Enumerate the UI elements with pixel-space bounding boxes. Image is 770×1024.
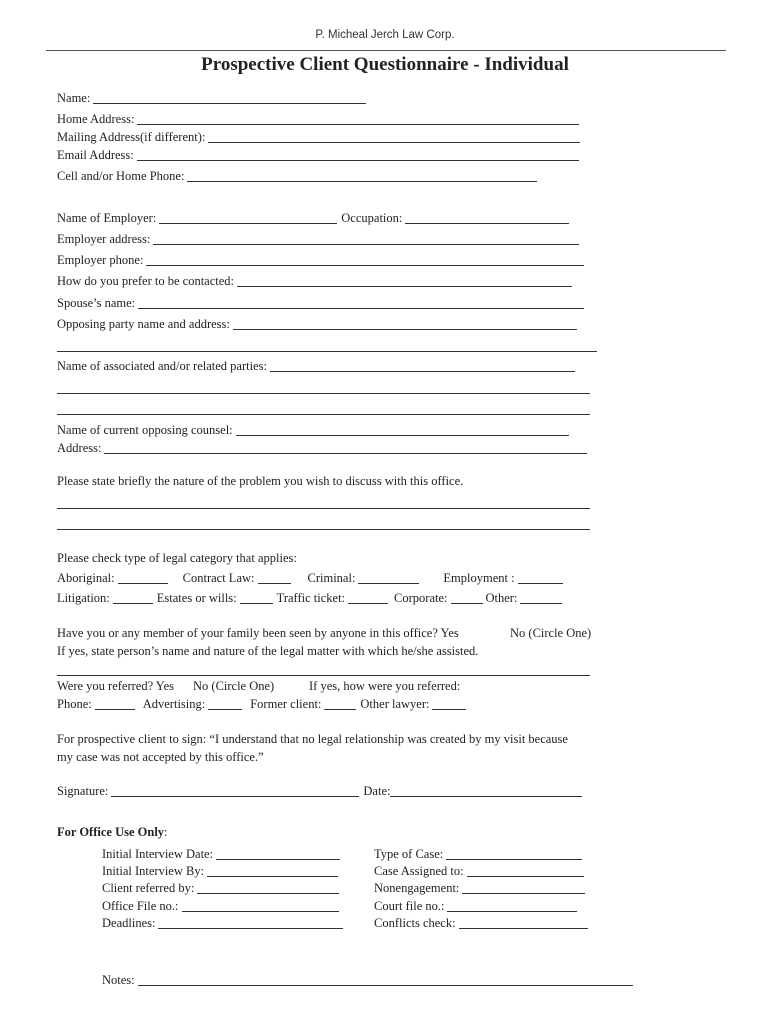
litigation-label: Litigation: — [57, 591, 110, 605]
problem-prompt: Please state briefly the nature of the problem you wish to discuss with this office. — [57, 474, 464, 488]
category-prompt: Please check type of legal category that applies: — [57, 551, 297, 565]
home-address-field[interactable] — [137, 113, 579, 125]
contact-pref-row — [57, 273, 572, 289]
initial-by-field[interactable] — [207, 865, 338, 877]
deadlines-field[interactable] — [158, 917, 343, 929]
employer-row — [57, 210, 569, 226]
court-file-label: Court file no.: — [374, 899, 445, 913]
spouse-label: Spouse’s name: — [57, 296, 136, 310]
referral-phone-field[interactable] — [95, 698, 135, 710]
referral-former-client-field[interactable] — [324, 698, 356, 710]
opposing-party-extra-line[interactable] — [57, 351, 597, 352]
opposing-counsel-label: Name of current opposing counsel: — [57, 423, 233, 437]
office-use-heading-text: For Office Use Only — [57, 825, 165, 839]
referral-other-lawyer-label: Other lawyer: — [360, 697, 430, 711]
conflicts-row — [374, 915, 588, 931]
notes-field[interactable] — [138, 974, 633, 986]
phone-field[interactable] — [187, 170, 537, 182]
statement-line-2: my case was not accepted by this office.” — [57, 750, 264, 764]
estates-label: Estates or wills: — [156, 591, 237, 605]
opposing-party-field[interactable] — [233, 318, 577, 330]
referral-options-row — [57, 696, 466, 712]
aboriginal-label: Aboriginal: — [57, 571, 115, 585]
employer-name-label: Name of Employer: — [57, 211, 157, 225]
type-case-row — [374, 846, 582, 862]
traffic-label: Traffic ticket: — [276, 591, 346, 605]
name-label: Name: — [57, 91, 91, 105]
corporate-label: Corporate: — [394, 591, 448, 605]
aboriginal-field[interactable] — [118, 572, 168, 584]
family-followup: If yes, state person’s name and nature of the legal matter with which he/she assisted. — [57, 644, 479, 658]
referral-other-lawyer-field[interactable] — [432, 698, 466, 710]
criminal-label: Criminal: — [307, 571, 356, 585]
associated-label: Name of associated and/or related parties: — [57, 359, 267, 373]
employer-phone-field[interactable] — [146, 254, 584, 266]
initial-by-label: Initial Interview By: — [102, 864, 205, 878]
contract-label: Contract Law: — [182, 571, 255, 585]
employment-field[interactable] — [518, 572, 563, 584]
contact-pref-field[interactable] — [237, 275, 572, 287]
counsel-address-field[interactable] — [104, 442, 587, 454]
nonengagement-label: Nonengagement: — [374, 881, 460, 895]
associated-field[interactable] — [270, 360, 575, 372]
counsel-address-label: Address: — [57, 441, 102, 455]
type-case-field[interactable] — [446, 848, 582, 860]
opposing-party-row — [57, 316, 577, 332]
litigation-field[interactable] — [113, 592, 153, 604]
statement-line-1: For prospective client to sign: “I understand that no legal relationship was created by my visit because — [57, 732, 568, 746]
opposing-counsel-row — [57, 422, 569, 438]
referred-by-label: Client referred by: — [102, 881, 195, 895]
employer-address-row — [57, 231, 579, 247]
problem-line-1[interactable] — [57, 508, 590, 509]
office-use-heading-colon: : — [164, 825, 168, 839]
occupation-label: Occupation: — [341, 211, 403, 225]
deadlines-label: Deadlines: — [102, 916, 156, 930]
family-choice[interactable]: No (Circle One) — [510, 626, 592, 640]
corporate-field[interactable] — [451, 592, 483, 604]
occupation-field[interactable] — [405, 212, 569, 224]
category-row-2 — [57, 590, 562, 606]
other-field[interactable] — [520, 592, 562, 604]
deadlines-row — [102, 915, 343, 931]
assigned-to-row — [374, 863, 584, 879]
referral-former-client-label: Former client: — [250, 697, 322, 711]
employer-address-field[interactable] — [153, 233, 579, 245]
file-no-row — [102, 898, 339, 914]
signature-row — [57, 783, 582, 799]
file-no-label: Office File no.: — [102, 899, 179, 913]
associated-extra-line-2[interactable] — [57, 414, 590, 415]
referral-question: Were you referred? Yes — [57, 679, 174, 693]
email-row — [57, 147, 579, 163]
referral-phone-label: Phone: — [57, 697, 92, 711]
date-field[interactable] — [390, 785, 582, 797]
email-label: Email Address: — [57, 148, 134, 162]
court-file-row — [374, 898, 577, 914]
spouse-row — [57, 295, 584, 311]
employment-label: Employment : — [443, 571, 515, 585]
signature-field[interactable] — [111, 785, 359, 797]
contract-field[interactable] — [258, 572, 291, 584]
page-title: Prospective Client Questionnaire - Individual — [201, 54, 569, 75]
traffic-field[interactable] — [348, 592, 388, 604]
phone-label: Cell and/or Home Phone: — [57, 169, 185, 183]
firm-header: P. Micheal Jerch Law Corp. — [315, 29, 455, 41]
phone-row — [57, 168, 537, 184]
referred-by-row — [102, 880, 339, 896]
court-file-field[interactable] — [447, 900, 577, 912]
initial-date-label: Initial Interview Date: — [102, 847, 214, 861]
category-row-1 — [57, 570, 563, 586]
estates-field[interactable] — [240, 592, 273, 604]
type-case-label: Type of Case: — [374, 847, 444, 861]
employer-phone-label: Employer phone: — [57, 253, 144, 267]
mailing-address-field[interactable] — [208, 131, 580, 143]
opposing-party-label: Opposing party name and address: — [57, 317, 230, 331]
assigned-to-label: Case Assigned to: — [374, 864, 464, 878]
family-line[interactable] — [57, 675, 590, 676]
initial-date-field[interactable] — [216, 848, 340, 860]
home-address-label: Home Address: — [57, 112, 135, 126]
criminal-field[interactable] — [358, 572, 419, 584]
other-label: Other: — [485, 591, 518, 605]
email-field[interactable] — [137, 149, 579, 161]
employer-phone-row — [57, 252, 584, 268]
mailing-address-row — [57, 129, 580, 145]
opposing-counsel-field[interactable] — [236, 424, 569, 436]
associated-extra-line-1[interactable] — [57, 393, 590, 394]
associated-row — [57, 358, 575, 374]
problem-line-2[interactable] — [57, 529, 590, 530]
employer-name-field[interactable] — [159, 212, 337, 224]
initial-by-row — [102, 863, 338, 879]
signature-label: Signature: — [57, 784, 109, 798]
file-no-field[interactable] — [182, 900, 339, 912]
name-row — [57, 90, 366, 106]
family-question: Have you or any member of your family been seen by anyone in this office? Yes — [57, 626, 459, 640]
notes-row — [102, 972, 633, 988]
header-rule — [46, 50, 726, 51]
referral-how: If yes, how were you referred: — [309, 679, 461, 693]
nonengagement-row — [374, 880, 585, 896]
nonengagement-field[interactable] — [462, 882, 585, 894]
initial-date-row — [102, 846, 340, 862]
home-address-row — [57, 111, 579, 127]
office-use-heading — [57, 825, 168, 840]
employer-address-label: Employer address: — [57, 232, 151, 246]
counsel-address-row — [57, 440, 587, 456]
notes-label: Notes: — [102, 973, 135, 987]
referral-choice[interactable]: No (Circle One) — [193, 679, 275, 693]
conflicts-field[interactable] — [459, 917, 588, 929]
name-field[interactable] — [93, 92, 366, 104]
referral-advertising-label: Advertising: — [142, 697, 206, 711]
assigned-to-field[interactable] — [467, 865, 584, 877]
spouse-field[interactable] — [138, 297, 584, 309]
mailing-address-label: Mailing Address(if different): — [57, 130, 206, 144]
referred-by-field[interactable] — [197, 882, 339, 894]
conflicts-label: Conflicts check: — [374, 916, 456, 930]
date-label: Date: — [363, 784, 391, 798]
contact-pref-label: How do you prefer to be contacted: — [57, 274, 235, 288]
referral-advertising-field[interactable] — [208, 698, 242, 710]
